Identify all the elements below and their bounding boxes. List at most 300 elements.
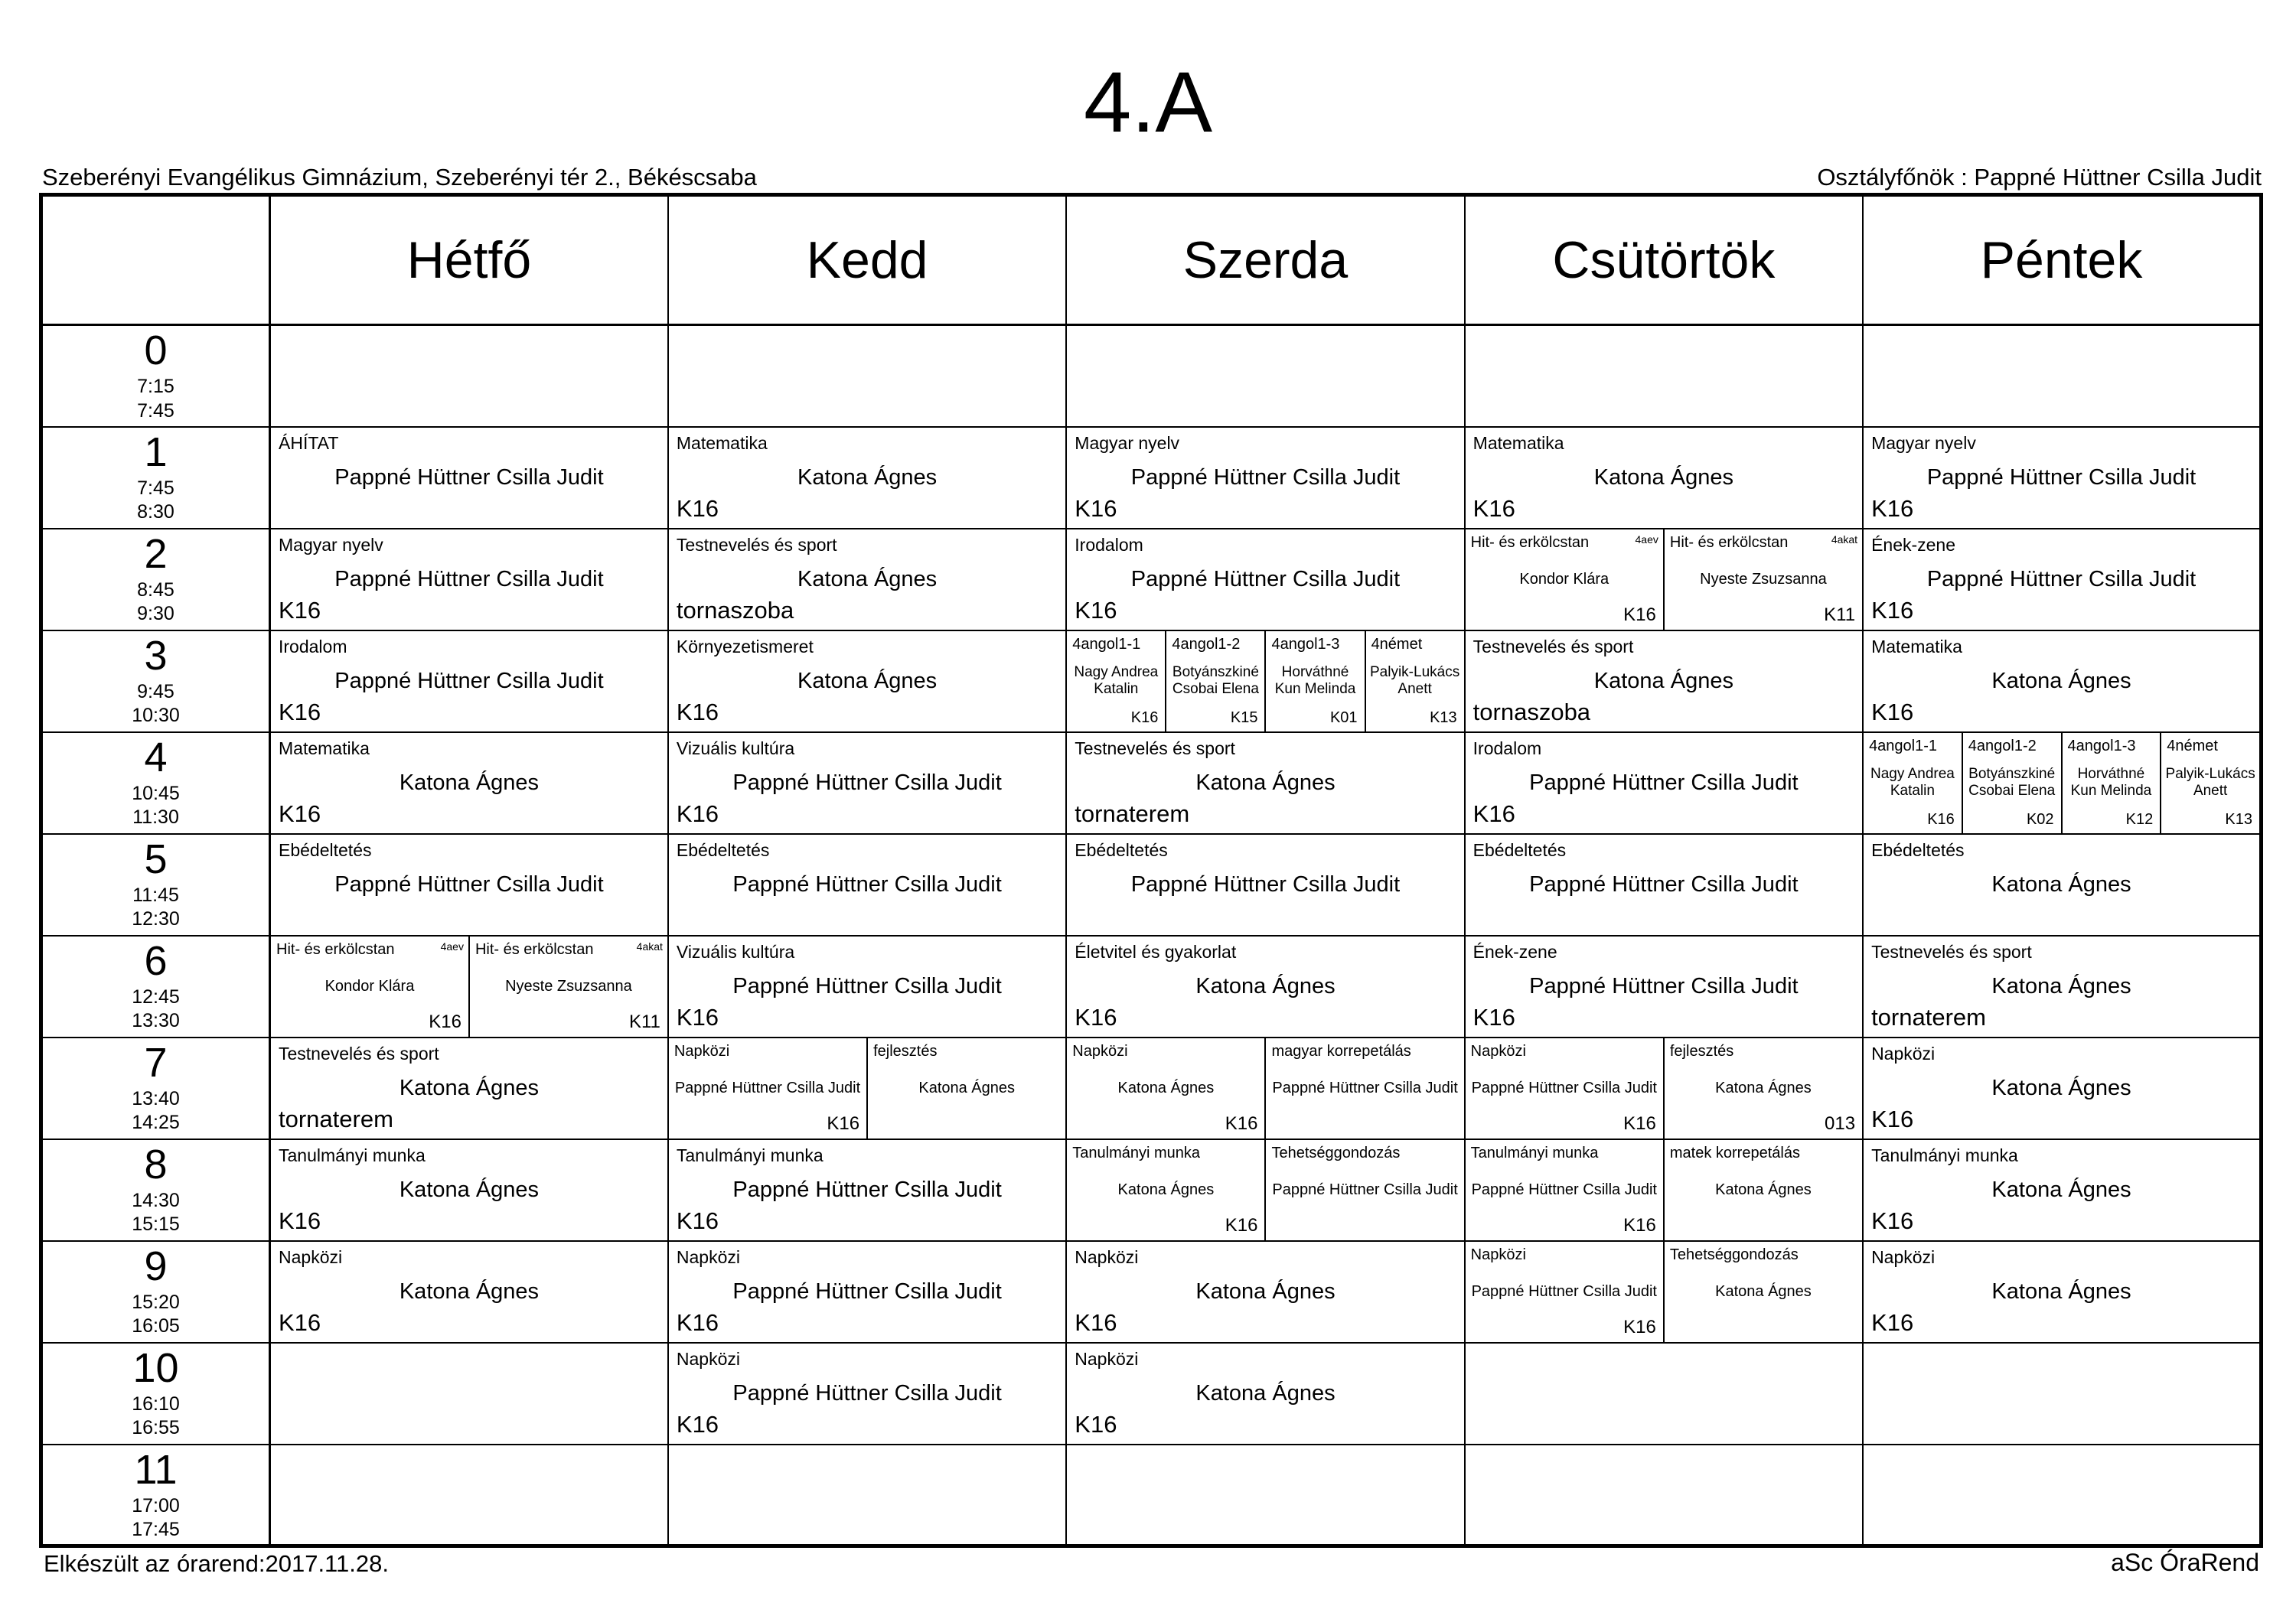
footer-app-name: aSc ÓraRend (2111, 1549, 2259, 1576)
footer-created-date: Elkészült az órarend:2017.11.28. (44, 1550, 389, 1577)
period-label-cell (41, 325, 270, 427)
lesson-cell (1863, 1038, 2261, 1139)
room-label: K16 (1075, 1308, 1117, 1336)
lesson (1864, 733, 1962, 833)
period-end-time: 9:30 (137, 603, 174, 625)
period-row (41, 834, 2262, 936)
teacher-label: Pappné Hüttner Csilla Judit (334, 668, 604, 693)
lesson-cell (1066, 732, 1464, 834)
lesson (1466, 733, 1862, 833)
room-label: K16 (1623, 604, 1656, 625)
lesson (1864, 1038, 2259, 1139)
room-label: K16 (1130, 709, 1159, 726)
room-label: K13 (1430, 709, 1457, 726)
teacher-label: Katona Ágnes (797, 668, 938, 693)
lesson-cell (1863, 427, 2261, 529)
room-label: K16 (1871, 1308, 1914, 1336)
lesson-cell (1465, 325, 1863, 427)
period-number: 2 (144, 530, 168, 577)
subject-label: Tanulmányi munka (676, 1145, 823, 1165)
corner-cell (41, 195, 270, 325)
room-label: tornaterem (1871, 1003, 1986, 1031)
lesson-cell (668, 630, 1066, 732)
teacher-label: Nyeste Zsuzsanna (505, 977, 632, 995)
period-row (41, 1343, 2262, 1445)
subject-label: Napközi (1871, 1043, 1936, 1064)
subject-label: Tanulmányi munka (1072, 1144, 1201, 1161)
subject-label: 4angol1-1 (1869, 737, 1938, 754)
lesson-cell (1465, 1139, 1863, 1241)
subject-label: matek korrepetálás (1669, 1144, 1800, 1161)
lesson-cell (668, 834, 1066, 936)
room-label: K16 (676, 1003, 719, 1031)
period-number: 10 (132, 1344, 179, 1391)
lesson-cell (1465, 630, 1863, 732)
subject-label: Tanulmányi munka (279, 1145, 426, 1165)
lesson-cell (668, 1343, 1066, 1445)
lesson (1663, 529, 1862, 630)
period-row (41, 1241, 2262, 1343)
lesson-cell (270, 1445, 668, 1546)
teacher-label: Botyánszkiné Csobai Elena (1968, 766, 2056, 799)
lesson (1067, 733, 1463, 833)
teacher-label: Katona Ágnes (1991, 1177, 2131, 1202)
lesson-cell (1863, 1139, 2261, 1241)
period-label-cell (41, 630, 270, 732)
room-label: K02 (2026, 810, 2054, 828)
lesson (1864, 428, 2259, 528)
lesson-cell (1863, 529, 2261, 630)
period-row (41, 936, 2262, 1038)
subject-label: Vizuális kultúra (676, 738, 795, 758)
period-start-time: 11:45 (132, 884, 179, 906)
lesson (669, 1242, 1065, 1342)
room-label: K16 (1075, 1003, 1117, 1031)
lesson-cell (1863, 325, 2261, 427)
period-row (41, 427, 2262, 529)
teacher-label: Katona Ágnes (1195, 973, 1336, 998)
lesson (1067, 835, 1463, 935)
room-label: K16 (1623, 1112, 1656, 1134)
period-label-cell (41, 427, 270, 529)
period-label-cell (41, 1139, 270, 1241)
period-label-cell (41, 1445, 270, 1546)
subject-label: Hit- és erkölcstan (475, 940, 594, 958)
lesson (2061, 733, 2161, 833)
subject-label: Testnevelés és sport (279, 1043, 439, 1064)
subject-label: 4német (2167, 737, 2218, 754)
lesson (1663, 1242, 1862, 1342)
class-title: 4.A (1083, 54, 1213, 150)
room-label: K16 (1225, 1112, 1258, 1134)
lesson (669, 631, 1065, 731)
room-label: K15 (1230, 709, 1258, 726)
lesson-cell (270, 630, 668, 732)
subject-label: Testnevelés és sport (676, 534, 837, 555)
room-label: K16 (827, 1112, 860, 1134)
subject-label: Irodalom (1473, 738, 1542, 758)
room-label: K16 (676, 698, 719, 725)
period-start-time: 16:10 (132, 1393, 180, 1415)
period-row (41, 1038, 2262, 1139)
room-label: K16 (429, 1011, 461, 1032)
lesson (1864, 631, 2259, 731)
room-label: K11 (1824, 604, 1856, 625)
lesson (1864, 1140, 2259, 1240)
subject-label: Testnevelés és sport (1473, 636, 1634, 656)
lesson-cell (668, 1445, 1066, 1546)
lesson (669, 1140, 1065, 1240)
period-label-cell (41, 732, 270, 834)
lesson (1067, 428, 1463, 528)
room-label: K16 (279, 1308, 321, 1336)
teacher-label: Katona Ágnes (399, 1279, 540, 1304)
room-label: K12 (2125, 810, 2154, 828)
period-label-cell (41, 1038, 270, 1139)
lesson-cell (270, 834, 668, 936)
period-number: 6 (144, 937, 168, 984)
lesson-cell (1066, 427, 1464, 529)
lesson-cell (1465, 936, 1863, 1038)
period-number: 3 (144, 632, 168, 679)
lesson-cell (1863, 834, 2261, 936)
lesson (1864, 835, 2259, 935)
subject-label: Napközi (1075, 1246, 1139, 1267)
subject-label: Napközi (279, 1246, 343, 1267)
lesson (271, 835, 667, 935)
teacher-label: Katona Ágnes (797, 464, 938, 490)
lesson-cell (1863, 936, 2261, 1038)
head-teacher: Osztályfőnök : Pappné Hüttner Csilla Judit (1817, 164, 2262, 191)
lesson-cell (270, 325, 668, 427)
period-start-time: 17:00 (132, 1494, 180, 1516)
lesson (2160, 733, 2259, 833)
teacher-label: Nyeste Zsuzsanna (1700, 570, 1827, 588)
period-end-time: 11:30 (132, 806, 179, 829)
lesson-cell (1863, 630, 2261, 732)
subject-label: Napközi (1470, 1246, 1526, 1263)
room-label: K16 (1473, 1003, 1515, 1031)
period-label-cell (41, 936, 270, 1038)
period-label-cell (41, 834, 270, 936)
teacher-label: Kondor Klára (1519, 570, 1609, 588)
subject-label: Ének-zene (1473, 941, 1557, 962)
room-label: K16 (1927, 810, 1955, 828)
teacher-label: Katona Ágnes (399, 1177, 540, 1202)
period-row (41, 325, 2262, 427)
teacher-label: Pappné Hüttner Csilla Judit (1926, 566, 2197, 591)
subject-label: 4angol1-3 (2067, 737, 2136, 754)
lesson (1864, 529, 2259, 630)
lesson (1067, 1140, 1264, 1240)
lesson (1466, 835, 1862, 935)
subject-label: Napközi (676, 1348, 740, 1369)
room-label: tornaszoba (676, 596, 794, 624)
lesson (1067, 1038, 1264, 1139)
subject-label: 4német (1371, 635, 1423, 653)
period-end-time: 16:05 (132, 1315, 180, 1337)
lesson (1067, 529, 1463, 630)
subject-label: Vizuális kultúra (676, 941, 795, 962)
room-label: K16 (1623, 1316, 1656, 1337)
teacher-label: Katona Ágnes (1991, 1075, 2131, 1100)
lesson-cell (1465, 1445, 1863, 1546)
room-label: tornaterem (1075, 800, 1190, 827)
day-header-wednesday: Szerda (1066, 195, 1464, 325)
lesson-cell (1465, 529, 1863, 630)
lesson-cell (270, 427, 668, 529)
period-number: 9 (144, 1243, 168, 1289)
lesson-cell (668, 1038, 1066, 1139)
lesson-cell (1863, 1343, 2261, 1445)
lesson-cell (1465, 732, 1863, 834)
teacher-label: Katona Ágnes (1195, 770, 1336, 795)
subject-label: Irodalom (279, 636, 347, 656)
subject-label: Ebédeltetés (676, 839, 770, 860)
subject-label: Testnevelés és sport (1075, 738, 1235, 758)
lesson-cell (270, 1241, 668, 1343)
group-label: 4aev (1635, 533, 1658, 546)
period-end-time: 16:55 (132, 1417, 180, 1439)
subject-label: Testnevelés és sport (1871, 941, 2032, 962)
room-label: K16 (1871, 1207, 1914, 1234)
lesson-cell (270, 529, 668, 630)
period-label-cell (41, 1241, 270, 1343)
lesson-cell (668, 427, 1066, 529)
lesson-cell (270, 1139, 668, 1241)
lesson (1466, 1038, 1663, 1139)
timetable (39, 193, 2263, 1548)
lesson (1067, 631, 1165, 731)
teacher-label: Katona Ágnes (1715, 1282, 1812, 1300)
subject-label: ÁHÍTAT (279, 432, 339, 453)
teacher-label: Nagy Andrea Katalin (1870, 766, 1955, 799)
period-start-time: 14:30 (132, 1189, 180, 1211)
lesson-cell (1066, 936, 1464, 1038)
period-end-time: 17:45 (132, 1519, 180, 1541)
room-label: K16 (1075, 494, 1117, 522)
lesson (1466, 631, 1862, 731)
day-header-friday: Péntek (1863, 195, 2261, 325)
period-end-time: 10:30 (132, 705, 180, 727)
teacher-label: Katona Ágnes (1593, 464, 1733, 490)
subject-label: Matematika (1871, 636, 1962, 656)
teacher-label: Pappné Hüttner Csilla Judit (334, 464, 604, 490)
teacher-label: Katona Ágnes (1991, 973, 2131, 998)
lesson (1466, 428, 1862, 528)
period-start-time: 15:20 (132, 1291, 180, 1313)
period-end-time: 15:15 (132, 1213, 180, 1236)
lesson (1165, 631, 1264, 731)
period-end-time: 13:30 (132, 1010, 180, 1032)
teacher-label: Katona Ágnes (1117, 1079, 1215, 1096)
teacher-label: Pappné Hüttner Csilla Judit (1926, 464, 2197, 490)
room-label: K16 (676, 1207, 719, 1234)
lesson (1466, 1140, 1663, 1240)
subject-label: Ének-zene (1871, 534, 1956, 555)
room-label: K16 (676, 494, 719, 522)
day-header-thursday: Csütörtök (1465, 195, 1863, 325)
lesson-cell (270, 936, 668, 1038)
subject-label: Ebédeltetés (1473, 839, 1567, 860)
lesson (669, 529, 1065, 630)
subject-label: Napközi (1470, 1042, 1526, 1060)
teacher-label: Horváthné Kun Melinda (2070, 766, 2152, 799)
lesson (271, 1242, 667, 1342)
period-number: 8 (144, 1141, 168, 1187)
lesson (669, 1344, 1065, 1444)
subject-label: Ebédeltetés (279, 839, 372, 860)
group-label: 4akat (1831, 533, 1858, 546)
subject-label: fejlesztés (1669, 1042, 1734, 1060)
teacher-label: Pappné Hüttner Csilla Judit (1130, 464, 1401, 490)
day-header-row (41, 195, 2262, 325)
subject-label: 4angol1-3 (1271, 635, 1340, 653)
room-label: K16 (1871, 596, 1914, 624)
teacher-label: Katona Ágnes (1715, 1181, 1812, 1198)
lesson (271, 1140, 667, 1240)
subject-label: 4angol1-1 (1072, 635, 1141, 653)
room-label: K16 (279, 800, 321, 827)
period-number: 0 (144, 327, 168, 373)
teacher-label: Katona Ágnes (1117, 1181, 1215, 1198)
subject-label: Matematika (279, 738, 370, 758)
period-number: 4 (144, 734, 168, 780)
lesson-cell (270, 732, 668, 834)
teacher-label: Katona Ágnes (1195, 1279, 1336, 1304)
room-label: K16 (1225, 1214, 1258, 1236)
room-label: K16 (1871, 698, 1914, 725)
room-label: K16 (1871, 494, 1914, 522)
teacher-label: Pappné Hüttner Csilla Judit (732, 770, 1002, 795)
lesson (1466, 529, 1663, 630)
subject-label: Környezetismeret (676, 636, 814, 656)
teacher-label: Palyik-Lukács Anett (1370, 664, 1460, 697)
lesson-cell (270, 1038, 668, 1139)
lesson (271, 733, 667, 833)
room-label: K13 (2225, 810, 2252, 828)
lesson (271, 1038, 667, 1139)
teacher-label: Katona Ágnes (399, 770, 540, 795)
teacher-label: Pappné Hüttner Csilla Judit (732, 973, 1002, 998)
group-label: 4akat (636, 940, 663, 953)
subject-label: Matematika (1473, 432, 1564, 453)
day-header-monday: Hétfő (270, 195, 668, 325)
subject-label: Ebédeltetés (1871, 839, 1965, 860)
lesson-cell (1066, 1139, 1464, 1241)
lesson-cell (1066, 1038, 1464, 1139)
lesson-cell (1465, 1241, 1863, 1343)
period-number: 5 (144, 836, 168, 882)
room-label: K16 (676, 800, 719, 827)
lesson-cell (668, 1139, 1066, 1241)
period-row (41, 1139, 2262, 1241)
lesson (1264, 1140, 1463, 1240)
teacher-label: Pappné Hüttner Csilla Judit (1529, 973, 1799, 998)
lesson (1067, 937, 1463, 1037)
room-label: tornaszoba (1473, 698, 1591, 725)
period-start-time: 7:45 (137, 477, 174, 499)
lesson (669, 733, 1065, 833)
period-start-time: 12:45 (132, 985, 180, 1008)
teacher-label: Katona Ágnes (1715, 1079, 1812, 1096)
lesson (669, 428, 1065, 528)
lesson (669, 835, 1065, 935)
subject-label: Napközi (673, 1042, 730, 1060)
subject-label: Hit- és erkölcstan (1669, 533, 1789, 551)
room-label: tornaterem (279, 1105, 393, 1132)
room-label: K16 (1623, 1214, 1656, 1236)
teacher-label: Pappné Hüttner Csilla Judit (1471, 1282, 1657, 1300)
teacher-label: Pappné Hüttner Csilla Judit (674, 1079, 861, 1096)
teacher-label: Nagy Andrea Katalin (1074, 664, 1159, 697)
lesson-cell (1066, 1343, 1464, 1445)
room-label: K16 (279, 1207, 321, 1234)
room-label: 013 (1825, 1112, 1856, 1134)
lesson-cell (1066, 1445, 1464, 1546)
lesson (1466, 1242, 1663, 1342)
teacher-label: Pappné Hüttner Csilla Judit (1272, 1079, 1458, 1096)
period-start-time: 7:15 (137, 376, 174, 398)
lesson (1466, 937, 1862, 1037)
period-row (41, 1445, 2262, 1546)
room-label: K16 (1075, 596, 1117, 624)
lesson-cell (1066, 325, 1464, 427)
teacher-label: Pappné Hüttner Csilla Judit (1471, 1079, 1657, 1096)
room-label: K11 (628, 1011, 660, 1032)
subject-label: magyar korrepetálás (1271, 1042, 1411, 1060)
teacher-label: Katona Ágnes (1195, 1380, 1336, 1406)
period-number: 7 (144, 1039, 168, 1086)
lesson (669, 1038, 866, 1139)
room-label: K16 (279, 698, 321, 725)
lesson (271, 529, 667, 630)
teacher-label: Katona Ágnes (1991, 1279, 2131, 1304)
school-name: Szeberényi Evangélikus Gimnázium, Szeberényi tér 2., Békéscsaba (42, 164, 757, 191)
period-label-cell (41, 529, 270, 630)
teacher-label: Katona Ágnes (797, 566, 938, 591)
room-label: K16 (1075, 1410, 1117, 1438)
lesson-cell (668, 936, 1066, 1038)
subject-label: Hit- és erkölcstan (276, 940, 395, 958)
teacher-label: Pappné Hüttner Csilla Judit (1272, 1181, 1458, 1198)
subject-label: Életvitel és gyakorlat (1075, 941, 1237, 962)
subject-label: 4angol1-2 (1172, 635, 1241, 653)
teacher-label: Pappné Hüttner Csilla Judit (732, 871, 1002, 897)
subject-label: Irodalom (1075, 534, 1143, 555)
subject-label: Napközi (1075, 1348, 1139, 1369)
lesson-cell (1465, 427, 1863, 529)
subject-label: Matematika (676, 432, 768, 453)
period-end-time: 14:25 (132, 1112, 180, 1134)
subject-label: Magyar nyelv (1871, 432, 1976, 453)
subject-label: Magyar nyelv (1075, 432, 1180, 453)
lesson-cell (1863, 732, 2261, 834)
period-start-time: 8:45 (137, 578, 174, 601)
lesson-cell (1465, 1038, 1863, 1139)
teacher-label: Pappné Hüttner Csilla Judit (732, 1279, 1002, 1304)
teacher-label: Palyik-Lukács Anett (2165, 766, 2255, 799)
lesson-cell (1066, 529, 1464, 630)
teacher-label: Pappné Hüttner Csilla Judit (1529, 770, 1799, 795)
lesson (468, 937, 667, 1037)
lesson (1962, 733, 2061, 833)
lesson (1663, 1038, 1862, 1139)
subject-label: Hit- és erkölcstan (1470, 533, 1590, 551)
room-label: K16 (1473, 800, 1515, 827)
teacher-label: Katona Ágnes (918, 1079, 1016, 1096)
lesson (866, 1038, 1065, 1139)
